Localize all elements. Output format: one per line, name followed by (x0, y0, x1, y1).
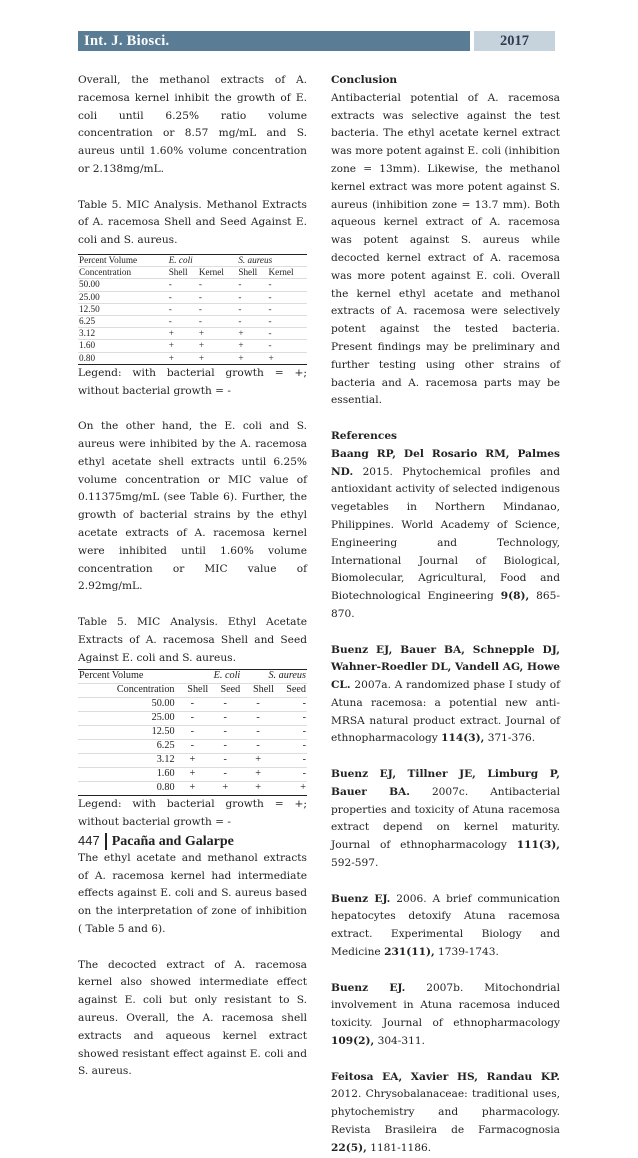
running-header (78, 31, 555, 51)
table-header-cell: Shell (237, 267, 267, 279)
table-row: 50.00 - - - - (78, 698, 307, 712)
reference-item: Baang RP, Del Rosario RM, Palmes ND. 2015. Phytochemical profiles and antioxidant activity of selected indigenous vegetables in Northern Mindanao, Philippines. World Academy of Science, Engineering and Technology, International Journal of Biological, Biomolecular, Agricultural, Food and Biotechnological Engineering 9(8), 865-870. (331, 447, 560, 620)
table-header-row (78, 254, 307, 266)
table-header-cell: Concentration (78, 267, 168, 279)
table-row: 1.60 + - + - (78, 768, 307, 782)
table-header-cell: Seed (209, 684, 241, 698)
table-5-legend: Legend: with bacterial growth = +; without bacterial growth = - (78, 366, 307, 397)
reference-item: Buenz EJ. 2007b. Mitochondrial involvement in Atuna racemosa induced toxicity. Journal of ethnopharmacology 109(2), 304-311. (331, 981, 560, 1048)
table-header-cell: E. coli (168, 254, 238, 266)
table-header-cell: Kernel (268, 267, 307, 279)
page-footer (78, 833, 234, 853)
table-row: 0.80 + + + + (78, 352, 307, 364)
references-heading: References (331, 429, 398, 442)
journal-year: 2017 (474, 31, 555, 51)
table-row: 12.50 - - - - (78, 726, 307, 740)
table-methanol-mic (78, 254, 307, 365)
table-header-cell: E. coli (176, 670, 242, 684)
table-subheader-row (78, 267, 307, 279)
footer-divider (105, 833, 107, 850)
table-header-cell: Kernel (198, 267, 237, 279)
reference-item: Buenz EJ. 2006. A brief communication hepatocytes detoxify Atuna racemosa extract. Experimental Biology and Medicine 231(11), 1739-1743. (331, 892, 560, 959)
table-row: 50.00 - - - - (78, 279, 307, 291)
table-6-legend: Legend: with bacterial growth = +; without bacterial growth = - (78, 798, 307, 829)
paragraph-ethyl-acetate: On the other hand, the E. coli and S. aureus were inhibited by the A. racemosa ethyl acetate shell extracts until 6.25% volume concentration or MIC value of 0.11375mg/mL (see Table 6). Further, the growth of bacterial strains by the ethyl acetate extracts of A. racemosa kernel were inhibited until 1.60% volume concentration or MIC value of 2.92mg/mL. (78, 420, 307, 593)
table-row: 3.12 + - + - (78, 754, 307, 768)
reference-item: Feitosa EA, Xavier HS, Randau KP. 2012. Chrysobalanaceae: traditional uses, phytochemistry and pharmacology. Revista Brasileira de Farmacognosia 22(5), 1181-1186. (331, 1070, 560, 1154)
conclusion-text: Antibacterial potential of A. racemosa extracts was selective against the test bacteria. The ethyl acetate kernel extract was more potent against E. coli (inhibition zone = 13mm). Likewise, the methanol kernel extract was more potent against S. aureus (inhibition zone = 13.7 mm). Both aqueous kernel extract of A. racemosa was potent against S. aureus while decocted kernel extract of A. racemosa was more potent against E. coli. Overall the kernel ethyl acetate and methanol extracts of A. racemosa were selectively potent against the tested bacteria. Present findings may be preliminary and further testing using other strains of bacteria and A. racemosa parts may be essential. (331, 91, 560, 407)
table-row: 0.80 + + + + (78, 782, 307, 796)
table-row: 12.50 - - - - (78, 303, 307, 315)
footer-authors: Pacaña and Galarpe (111, 834, 234, 849)
table-subheader-row (78, 684, 307, 698)
table-header-cell: Concentration (78, 684, 176, 698)
table-header-row (78, 670, 307, 684)
table-header-cell: Shell (168, 267, 198, 279)
table-ethyl-acetate-mic (78, 669, 307, 796)
right-column (331, 72, 560, 1158)
table-6-caption: Table 5. MIC Analysis. Ethyl Acetate Extracts of A. racemosa Shell and Seed Against E. coli and S. aureus. (78, 615, 307, 664)
table-header-cell: Shell (241, 684, 275, 698)
table-header-cell: S. aureus (237, 254, 307, 266)
reference-item: Buenz EJ, Bauer BA, Schnepple DJ, Wahner-Roedler DL, Vandell AG, Howe CL. 2007a. A randomized phase I study of Atuna racemosa: a potential new anti-MRSA natural product extract. Journal of ethnopharmacology 114(3), 371-376. (331, 643, 561, 745)
table-header-cell: S. aureus (241, 670, 307, 684)
paragraph-decocted-extract: The decocted extract of A. racemosa kernel also showed intermediate effect against E. coli but only resistant to S. aureus. Overall, the A. racemosa shell extracts and aqueous kernel extract showed resistant effect against E. coli and S. aureus. (78, 958, 307, 1078)
table-header-cell: Percent Volume (78, 254, 168, 266)
table-row: 3.12 + + + - (78, 328, 307, 340)
table-row: 25.00 - - - - (78, 291, 307, 303)
table-row: 25.00 - - - - (78, 712, 307, 726)
paragraph-intermediate-effects: The ethyl acetate and methanol extracts of A. racemosa kernel had intermediate effects against E. coli and S. aureus based on the interpretation of zone of inhibition ( Table 5 and 6). (78, 851, 307, 935)
reference-item: Buenz EJ, Tillner JE, Limburg P, Bauer BA. 2007c. Antibacterial properties and toxicity of Atuna racemosa extract depend on kernel maturity. Journal of ethnopharmacology 111(3), 592-597. (331, 768, 560, 870)
page-number: 447 (78, 833, 100, 848)
journal-name: Int. J. Biosci. (78, 31, 470, 51)
conclusion-heading: Conclusion (331, 74, 398, 86)
paragraph-methanol-summary: Overall, the methanol extracts of A. racemosa kernel inhibit the growth of E. coli until 6.25% ratio volume concentration or 8.57 mg/mL and S. aureus until 1.60% volume concentration or 2.138mg/mL. (78, 74, 307, 175)
table-header-cell: Seed (275, 684, 307, 698)
table-row: 6.25 - - - - (78, 315, 307, 327)
table-header-cell: Percent Volume (78, 670, 176, 684)
table-row: 6.25 - - - - (78, 740, 307, 754)
table-header-cell: Shell (176, 684, 210, 698)
table-5-caption: Table 5. MIC Analysis. Methanol Extracts of A. racemosa Shell and Seed Against E. coli and S. aureus. (78, 198, 307, 247)
left-column (78, 72, 307, 1081)
table-row: 1.60 + + + - (78, 340, 307, 352)
